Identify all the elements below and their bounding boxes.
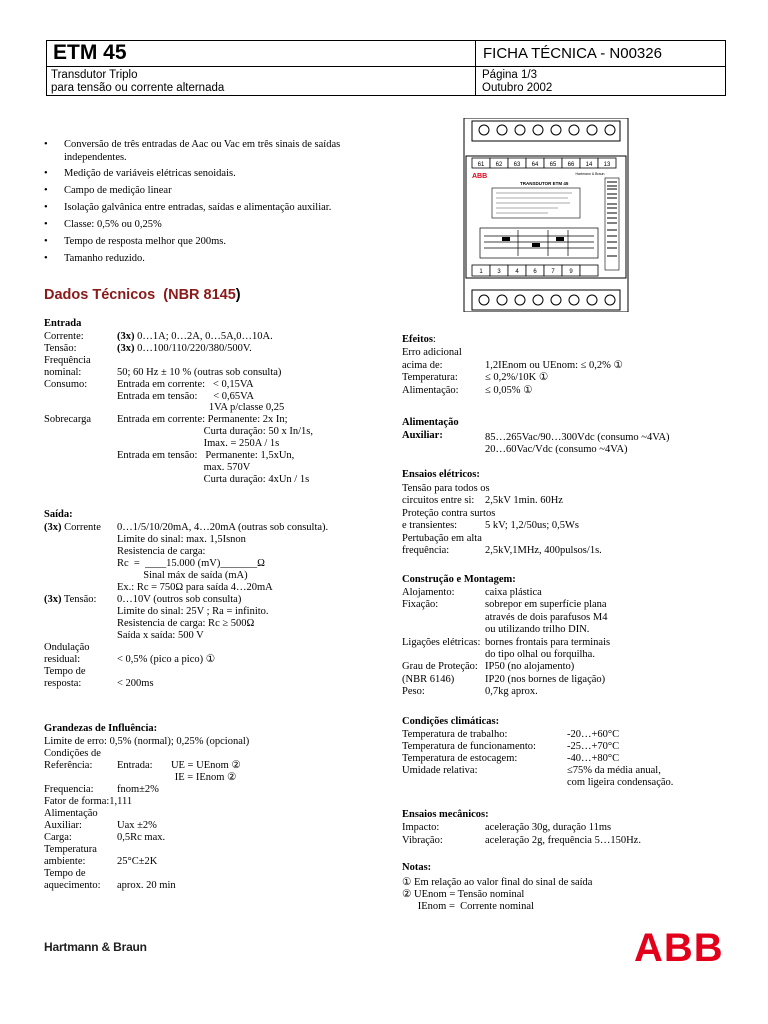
saida-value: 0…10V (outros sob consulta)	[117, 594, 242, 605]
ensaios-eletricos-title: Ensaios elétricos:	[402, 469, 480, 480]
climaticas-value: com ligeira condensação.	[567, 776, 674, 788]
datasheet-number: FICHA TÉCNICA - N00326	[483, 45, 662, 62]
climaticas-label: Temperatura de funcionamento:	[402, 740, 536, 752]
grandezas-title: Grandezas de Influência:	[44, 723, 158, 734]
efeitos-label: Erro adicional	[402, 347, 462, 358]
entrada-value: Entrada em corrente: Permanente: 2x In;	[117, 414, 288, 426]
alimentacao-subtitle: Auxiliar:	[402, 430, 443, 441]
grandezas-label: Limite de erro: 0,5% (normal); 0,25% (opcional)	[44, 736, 250, 747]
device-label: TRANSDUTOR ETM 45	[520, 181, 569, 186]
grandezas-value: aprox. 20 min	[117, 880, 176, 891]
saida-value: Ex.: Rc = 750Ω para saída 4…20mA	[117, 582, 273, 593]
saida-value: Limite do sinal: 25V ; Ra = infinito.	[117, 606, 269, 617]
section-heading: Dados Técnicos (NBR 8145)	[44, 287, 241, 303]
saida-value: Rc = ____15.000 (mV)_______Ω	[117, 558, 265, 569]
grandezas-label: Carga:	[44, 832, 72, 843]
terminal-label: 4	[515, 269, 519, 275]
grandezas-label: Alimentação	[44, 808, 98, 819]
terminal-label: 61	[477, 162, 485, 168]
mecanicos-value: aceleração 2g, frequência 5…150Hz.	[485, 834, 641, 846]
entrada-label: Sobrecarga	[44, 414, 92, 426]
header-divider	[475, 41, 476, 95]
nota-item: ② UEnom = Tensão nominal	[402, 889, 525, 900]
entrada-value: Curta duração: 4xUn / 1s	[117, 473, 310, 485]
efeitos-label: Temperatura:	[402, 372, 458, 383]
saida-value: Sinal máx de saída (mA)	[117, 570, 248, 581]
product-subtitle-1: Transdutor Triplo	[51, 69, 138, 81]
entrada-value: Curta duração: 50 x In/1s,	[117, 426, 313, 438]
climaticas-value: -25…+70°C	[567, 740, 620, 752]
entrada-value: 50; 60 Hz ± 10 % (outras sob consulta)	[117, 366, 282, 378]
climaticas-value: -20…+60°C	[567, 729, 620, 740]
grandezas-value: 25°C±2K	[117, 856, 158, 867]
saida-value: Resistencia de carga:	[117, 546, 206, 557]
entrada-label: Corrente:	[44, 331, 84, 342]
grandezas-label: Referência:	[44, 760, 93, 771]
header-divider	[47, 66, 725, 67]
climaticas-label: Temperatura de trabalho:	[402, 729, 508, 740]
climaticas-label: Temperatura de estocagem:	[402, 752, 518, 764]
saida-label: (3x) Corrente	[44, 522, 101, 533]
saida-value: Resistencia de carga: Rc ≥ 500Ω	[117, 618, 255, 629]
ensaios_el-label: e transientes:	[402, 520, 458, 532]
efeitos-title: Efeitos:	[402, 334, 436, 345]
saida-label: Tempo de	[44, 666, 86, 677]
entrada-label: Frequência	[44, 354, 91, 366]
construcao-value: caixa plástica	[485, 587, 542, 598]
saida-label: Ondulação	[44, 642, 90, 653]
saida-label: residual:	[44, 654, 81, 665]
terminal-label: 63	[513, 162, 521, 168]
efeitos-label: acima de:	[402, 359, 443, 371]
grandezas-label: Temperatura	[44, 844, 97, 855]
entrada-label: Tensão:	[44, 342, 77, 354]
grandezas-label: Fator de forma:1,111	[44, 796, 133, 807]
ensaios_el-label: frequência:	[402, 545, 450, 556]
grandezas-value: Uax ±2%	[117, 820, 157, 831]
product-title: ETM 45	[53, 41, 127, 64]
saida-value: < 200ms	[117, 678, 154, 689]
product-subtitle-2: para tensão ou corrente alternada	[51, 82, 225, 94]
entrada-label: Consumo:	[44, 378, 88, 390]
alimentacao-value: 20…60Vac/Vdc (consumo ~4VA)	[485, 444, 628, 455]
ensaios_el-value: 5 kV; 1,2/50us; 0,5Ws	[485, 520, 580, 532]
entrada-value: (3x) 0…1A; 0…2A, 0…5A,0…10A.	[117, 331, 273, 342]
terminal-label: 9	[569, 269, 573, 275]
terminal-label: 13	[603, 162, 611, 168]
saida-value: < 0,5% (pico a pico) ①	[117, 654, 216, 665]
terminal-label: 64	[531, 162, 539, 168]
grandezas-value: 0,5Rc max.	[117, 832, 166, 843]
entrada-value: Entrada em tensão: < 0,65VA	[117, 390, 254, 402]
construcao-value: sobrepor em superfície plana	[485, 599, 607, 611]
terminal-label: 3	[497, 269, 501, 275]
climaticas-value: -40…+80°C	[567, 752, 620, 764]
entrada-value: max. 570V	[117, 461, 251, 473]
mecanicos-label: Impacto:	[402, 822, 440, 833]
nota-item: IEnom = Corrente nominal	[402, 901, 534, 912]
construcao-value: bornes frontais para terminais	[485, 636, 611, 648]
grandezas-label: Tempo de	[44, 868, 86, 879]
mecanicos-title: Ensaios mecânicos:	[402, 809, 489, 820]
construcao-label: Fixação:	[402, 599, 439, 611]
grandezas-label: Frequencia:	[44, 784, 94, 795]
climaticas-label: Umidade relativa:	[402, 764, 478, 776]
alimentacao-title: Alimentação	[402, 417, 459, 428]
hartmann-braun-logo: Hartmann & Braun	[44, 940, 147, 954]
entrada-label: nominal:	[44, 366, 82, 378]
entrada-value: Entrada em corrente: < 0,15VA	[117, 378, 254, 390]
grandezas-label: Auxiliar:	[44, 820, 82, 831]
construcao-value: ou utilizando trilho DIN.	[485, 624, 590, 636]
abb-logo: ABB	[634, 926, 724, 970]
entrada-value: Entrada em tensão: Permanente: 1,5xUn,	[117, 450, 295, 461]
efeitos-value: ≤ 0,05% ①	[485, 384, 533, 396]
construcao-label: Ligações elétricas:	[402, 636, 481, 648]
terminal-label: 66	[567, 162, 575, 168]
saida-label: (3x) Tensão:	[44, 594, 97, 605]
construcao-title: Construção e Montagem:	[402, 574, 516, 585]
device-maker: Hartmann & Braun	[575, 172, 605, 176]
grandezas-label: aquecimento:	[44, 880, 101, 891]
terminal-label: 6	[533, 269, 537, 275]
device-abb-logo: ABB	[472, 173, 488, 180]
construcao-value: através de dois parafusos M4	[485, 611, 608, 623]
construcao-label: Grau de Proteção:	[402, 661, 478, 673]
terminal-label: 7	[551, 269, 555, 275]
ensaios_el-label: Pertubação em alta	[402, 532, 482, 544]
saida-label: resposta:	[44, 678, 82, 689]
ensaios_el-label: Proteção contra surtos	[402, 507, 496, 519]
construcao-label: Peso:	[402, 686, 425, 698]
device-drawing	[458, 118, 634, 312]
saida-title: Saída:	[44, 509, 73, 520]
entrada-value: Imax. = 250A / 1s	[117, 438, 280, 450]
document-date: Outubro 2002	[482, 82, 553, 94]
grandezas-value: fnom±2%	[117, 784, 159, 795]
entrada-value: 1VA p/classe 0,25	[117, 402, 285, 414]
terminal-label: 62	[495, 162, 503, 168]
terminal-label: 65	[549, 162, 557, 168]
terminal-label: 1	[479, 269, 483, 275]
ensaios_el-label: circuitos entre si:	[402, 495, 475, 507]
mecanicos-label: Vibração:	[402, 834, 443, 846]
ensaios_el-value: 2,5kV 1min. 60Hz	[485, 495, 563, 507]
construcao-value: IP20 (nos bornes de ligação)	[485, 673, 606, 685]
construcao-value: IP50 (no alojamento)	[485, 661, 575, 673]
efeitos-value: ≤ 0,2%/10K ①	[485, 372, 549, 383]
construcao-value: 0,7kg aprox.	[485, 686, 538, 698]
construcao-label: Alojamento:	[402, 587, 455, 598]
grandezas-value: Entrada: UE = UEnom ②	[117, 760, 241, 771]
entrada-value: (3x) 0…100/110/220/380/500V.	[117, 342, 252, 354]
alimentacao-value: 85…265Vac/90…300Vdc (consumo ~4VA)	[485, 432, 670, 443]
mecanicos-value: aceleração 30g, duração 11ms	[485, 822, 612, 833]
terminal-label: 14	[585, 162, 593, 168]
grandezas-label: ambiente:	[44, 856, 86, 867]
entrada-title: Entrada	[44, 318, 82, 329]
nota-item: ① Em relação ao valor final do sinal de saída	[402, 877, 593, 888]
construcao-label: (NBR 6146)	[402, 673, 455, 685]
grandezas-label: Condições de	[44, 748, 101, 759]
construcao-value: do tipo olhal ou forquilha.	[485, 649, 595, 660]
climaticas-value: ≤75% da média anual,	[567, 764, 661, 776]
climaticas-title: Condições climáticas:	[402, 716, 500, 727]
notas-title: Notas:	[402, 862, 432, 873]
efeitos-label: Alimentação:	[402, 384, 459, 396]
saida-value: Limite do sinal: max. 1,5Isnon	[117, 534, 246, 545]
page-number: Página 1/3	[482, 69, 537, 81]
ensaios_el-label: Tensão para todos os	[402, 483, 490, 494]
grandezas-value: IE = IEnom ②	[117, 772, 237, 783]
header-table	[46, 40, 726, 96]
saida-value: 0…1/5/10/20mA, 4…20mA (outras sob consulta).	[117, 522, 329, 533]
ensaios_el-value: 2,5kV,1MHz, 400pulsos/1s.	[485, 545, 602, 556]
efeitos-value: 1,2IEnom ou UEnom: ≤ 0,2% ①	[485, 359, 623, 371]
saida-value: Saída x saída: 500 V	[117, 630, 204, 641]
